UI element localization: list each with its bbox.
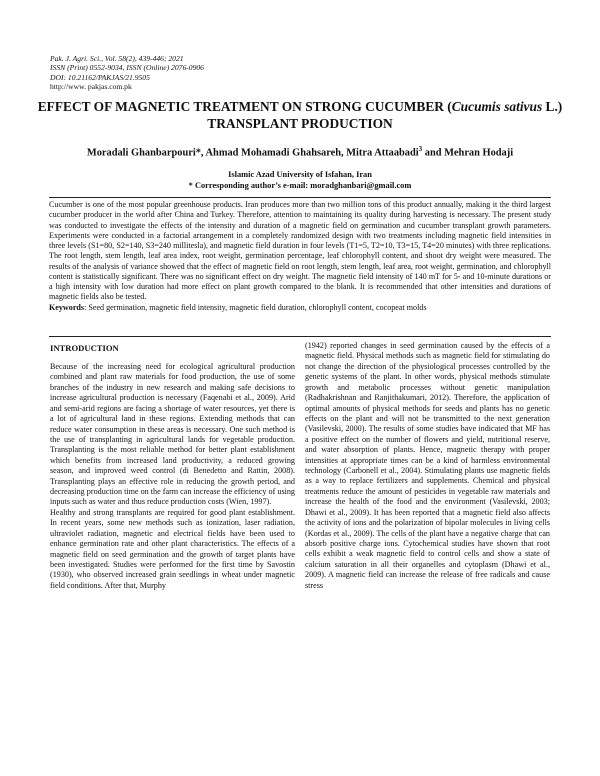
abstract-text: Cucumber is one of the most popular greenhouse products. Iran produces more than two million tons of this product annually, making it the third largest cucumber producer in the world after China and Turkey. Therefore, attention to maintaining its quality during harvesting is necessary. The present study was conducted to investigate the effects of the intensity and duration of a magnetic field on germination and cucumber transplant growth parameters. Experiments were conducted in a factorial arrangement in a completely randomized design with two treatments including magnetic field intensities in three levels (S1=80, S2=140, S3=240 millitesla), and magnetic field duration in four levels (T1=5, T2=10, T3=15, T4=20 minutes) with three replications. The root length, stem length, leaf area index, root weight, germination percentage, leaf chlorophyll content, and shoot dry weight were measured. The results of the analysis of variance showed that the effect of magnetic field on root length, stem length, leaf area, root weight, germination, and chlorophyll content is statistically significant. There was no significant effect on dry weight. The magnetic field intensity of 140 mT for 5- and 10-minute durations or a high intensity with low duration had more effect on plant growth compared to the blank. It is recommended that other intensities and durations of magnetic fields also be tested.: [49, 200, 551, 302]
intro-paragraph-2: Healthy and strong transplants are required for good plant establishment. In recent years, some new methods such as ionization, laser radiation, ultraviolet radiation, magnetic and electrical fields have been used to enhance germination rate and other plant characteristics. The effects of a magnetic field on seed germination and the growth of target plants have been investigated. Studies were performed for the first time by Savostin (1930), who observed increased grain seedlings in wheat under magnetic field conditions. After that, Murphy: [50, 507, 295, 590]
journal-citation: Pak. J. Agri. Sci., Vol. 58(2), 439-446; 2021: [50, 54, 184, 63]
right-column: [305, 341, 550, 591]
intro-paragraph-1: Because of the increasing need for ecological agricultural production combined and plant raw materials for food production, the use of some branches of the industry in new research and making safe decisions to increase agricultural production is necessary (Faqenabi et al., 2009). Arid and semi-arid regions are facing a shortage of water resources, yet there is a lot of agricultural land in these regions. Extending methods that can reduce water consumption in these areas is necessary. One such method is the use of transplanting in agricultural lands for vegetable production. Transplanting is the most reliable method for better plant establishment which benefits from increased land productivity, a reduced growing season, and improved weed control (di Benedetto and Rattin, 2008). Transplanting plays an effective role in reducing the growth period, and decreasing production time on the farm can increase the efficiency of using inputs such as water and thus reduce production costs (Wien, 1997).: [50, 362, 295, 507]
journal-url[interactable]: http://www. pakjas.com.pk: [50, 82, 132, 92]
title-part1: EFFECT OF MAGNETIC TREATMENT ON STRONG CUCUMBER (: [37, 99, 452, 114]
title-part2: L.) TRANSPLANT PRODUCTION: [207, 99, 563, 131]
keywords-text: : Seed germination, magnetic field intensity, magnetic field duration, chlorophyll content, cocopeat molds: [84, 302, 427, 312]
authors-text-2: and Mehran Hodaji: [422, 147, 514, 159]
keywords-line: [49, 303, 551, 313]
authors-text: Moradali Ghanbarpouri*, Ahmad Mohamadi Ghahsareh, Mitra Attaabadi: [86, 147, 419, 159]
abstract-box: [49, 197, 551, 337]
left-column: [50, 362, 295, 591]
corresponding-author-email: * Corresponding author’s e-mail: moradghanbari@gmail.com: [188, 180, 412, 190]
keywords-label: Keywords: [49, 302, 85, 312]
affiliation-institution: Islamic Azad University of Isfahan, Iran: [228, 170, 372, 179]
journal-doi: DOI: 10.21162/PAKJAS/21.9505: [50, 72, 150, 82]
title-species: Cucumis sativus: [451, 99, 543, 114]
journal-issn: ISSN (Print) 0552-9034, ISSN (Online) 2076-0906: [50, 63, 204, 73]
journal-header: [50, 54, 350, 92]
intro-paragraph-3: (1942) reported changes in seed germination caused by the effects of a magnetic field. Physical methods such as magnetic field for stimulating do not change the direction of the physiological processes controlled by the genetic systems of the plant. In other words, physical methods stimulate growth and metabolic processes without genetic manipulation (Radhakrishnan and Ranjithakumari, 2012). Therefore, the application of optimal amounts of physical methods for seeds and plants has no genetic effects on the plant and will not be transmitted to the next generation (Vasilevski, 2000). The results of some studies have indicated that MF has a positive effect on the number of flowers and yield, nutritional reserve, and water absorption of plants. Hence, magnetic therapy with proper intensities at appropriate times can be a kind of harmless environmental technology (Carbonell et al., 2004). Stimulating plants use magnetic fields as a way to replace fertilizers and supplements. Chemical and physical treatments reduce the amount of pesticides in vegetable raw materials and increase the health of the food and the environment (Vasilevski, 2003; Dhawi et al., 2009). It has been reported that a magnetic field also affects the activity of ions and the polarization of bipolar molecules in living cells (Kordas et al., 2009). The cells of the plant have a negative charge that can absorb positive charge ions. Cytochemical studies have shown that root cells exhibit a weak magnetic field to control cells and show a state of calcium saturation in all their organelles and cytoplasm (Dhawi et al., 2009). A magnetic field can increase the release of free radicals and cause stress: [305, 341, 550, 590]
author-list: [30, 145, 570, 158]
affiliation: [30, 170, 570, 191]
authors-superscript: 3: [418, 145, 423, 153]
paper-title: [30, 99, 570, 132]
introduction-heading: INTRODUCTION: [50, 343, 119, 353]
